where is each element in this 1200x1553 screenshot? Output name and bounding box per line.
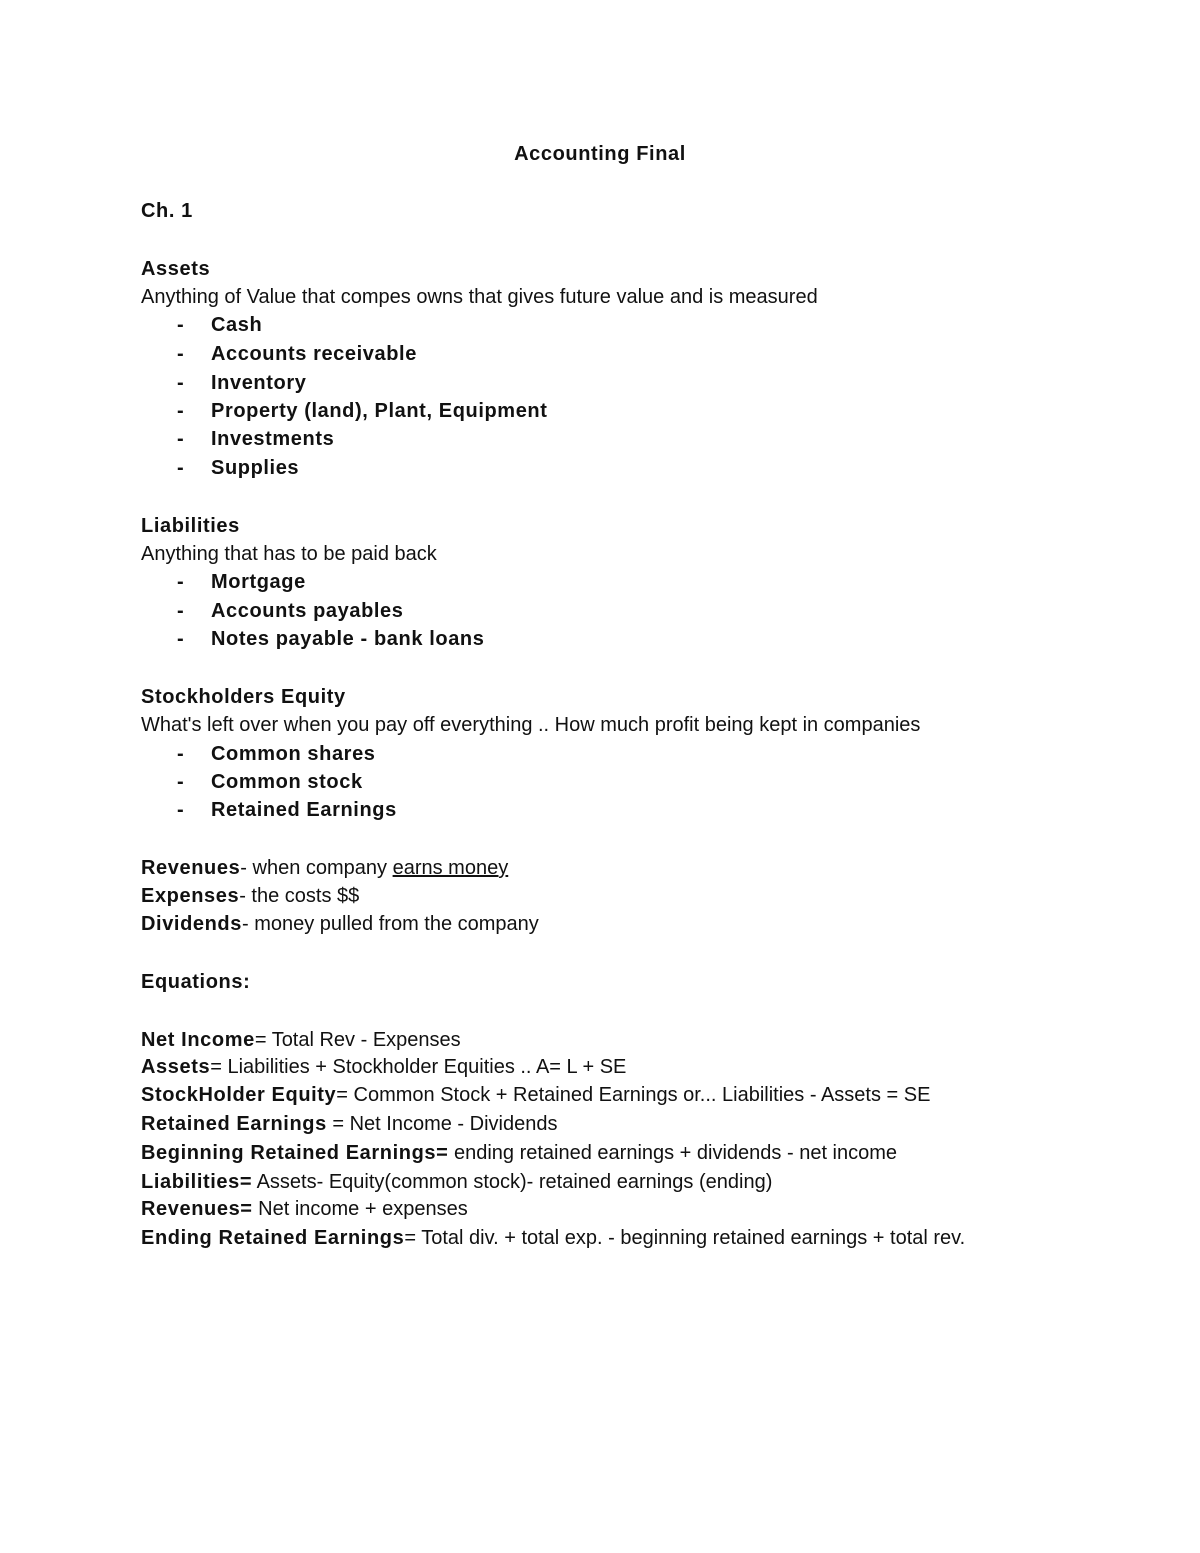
equation-row bbox=[141, 1196, 468, 1222]
equation-row bbox=[141, 1054, 626, 1080]
equations-heading: Equations: bbox=[141, 971, 251, 993]
list-item: - Mortgage bbox=[177, 571, 306, 593]
list-item: - Common shares bbox=[177, 743, 376, 765]
equation-term: StockHolder Equity bbox=[141, 1084, 337, 1106]
equation-term: Liabilities= bbox=[141, 1171, 253, 1193]
expenses-line bbox=[141, 883, 359, 909]
assets-heading: Assets bbox=[141, 258, 211, 280]
list-item-text: Inventory bbox=[211, 372, 307, 394]
equation-text: Assets- Equity(common stock)- retained earnings (ending) bbox=[252, 1171, 773, 1193]
list-item-text: Property (land), Plant, Equipment bbox=[211, 400, 548, 422]
equation-term: Net Income bbox=[141, 1029, 255, 1051]
list-item: - Investments bbox=[177, 428, 335, 450]
expenses-term: Expenses bbox=[141, 885, 240, 907]
equity-definition: What's left over when you pay off everything .. How much profit being kept in companies bbox=[141, 714, 921, 736]
equation-text: Net income + expenses bbox=[252, 1198, 468, 1220]
equation-term: Retained Earnings bbox=[141, 1113, 327, 1135]
list-item: - Inventory bbox=[177, 372, 307, 394]
equation-row bbox=[141, 1027, 461, 1053]
list-item: - Retained Earnings bbox=[177, 799, 397, 821]
list-item-text: Notes payable - bank loans bbox=[211, 628, 485, 650]
list-item: - Cash bbox=[177, 314, 263, 336]
list-item-text: Retained Earnings bbox=[211, 799, 397, 821]
list-item: - Notes payable - bank loans bbox=[177, 628, 485, 650]
expenses-definition: - the costs $$ bbox=[239, 885, 360, 907]
equation-text: = Common Stock + Retained Earnings or... Liabilities - Assets = SE bbox=[336, 1084, 931, 1106]
equation-text: ending retained earnings + dividends - net income bbox=[448, 1142, 898, 1164]
list-item-text: Mortgage bbox=[211, 571, 306, 593]
equation-term: Revenues= bbox=[141, 1198, 253, 1220]
equation-row bbox=[141, 1111, 557, 1137]
revenues-line bbox=[141, 855, 508, 881]
revenues-definition: - when company bbox=[240, 857, 393, 879]
list-item: - Supplies bbox=[177, 457, 300, 479]
equation-row bbox=[141, 1169, 772, 1195]
equation-text: = Total div. + total exp. - beginning retained earnings + total rev. bbox=[404, 1227, 966, 1249]
liabilities-heading: Liabilities bbox=[141, 515, 240, 537]
list-item-text: Investments bbox=[211, 428, 335, 450]
list-item-text: Common shares bbox=[211, 743, 376, 765]
equity-heading: Stockholders Equity bbox=[141, 686, 346, 708]
equation-text: = Net Income - Dividends bbox=[326, 1113, 558, 1135]
equation-term: Assets bbox=[141, 1056, 211, 1078]
revenues-underlined-text: earns money bbox=[392, 857, 509, 879]
list-item-text: Accounts payables bbox=[211, 600, 404, 622]
dividends-line bbox=[141, 911, 539, 937]
list-item: - Accounts payables bbox=[177, 600, 404, 622]
equation-row bbox=[141, 1082, 930, 1108]
equation-text: = Total Rev - Expenses bbox=[254, 1029, 461, 1051]
dividends-definition: - money pulled from the company bbox=[241, 913, 539, 935]
equation-term: Ending Retained Earnings bbox=[141, 1227, 405, 1249]
list-item: - Property (land), Plant, Equipment bbox=[177, 400, 548, 422]
list-item-text: Common stock bbox=[211, 771, 363, 793]
equation-term: Beginning Retained Earnings= bbox=[141, 1142, 449, 1164]
list-item: - Accounts receivable bbox=[177, 343, 417, 365]
equation-row bbox=[141, 1225, 965, 1251]
document-title: Accounting Final bbox=[514, 143, 686, 165]
equation-row bbox=[141, 1140, 897, 1166]
equation-text: = Liabilities + Stockholder Equities .. A= L + SE bbox=[210, 1056, 627, 1078]
revenues-term: Revenues bbox=[141, 857, 241, 879]
list-item-text: Accounts receivable bbox=[211, 343, 417, 365]
list-item: - Common stock bbox=[177, 771, 363, 793]
list-item-text: Cash bbox=[211, 314, 263, 336]
assets-definition: Anything of Value that compes owns that gives future value and is measured bbox=[141, 286, 818, 308]
dividends-term: Dividends bbox=[141, 913, 242, 935]
chapter-heading: Ch. 1 bbox=[141, 200, 193, 222]
list-item-text: Supplies bbox=[211, 457, 300, 479]
liabilities-definition: Anything that has to be paid back bbox=[141, 543, 437, 565]
